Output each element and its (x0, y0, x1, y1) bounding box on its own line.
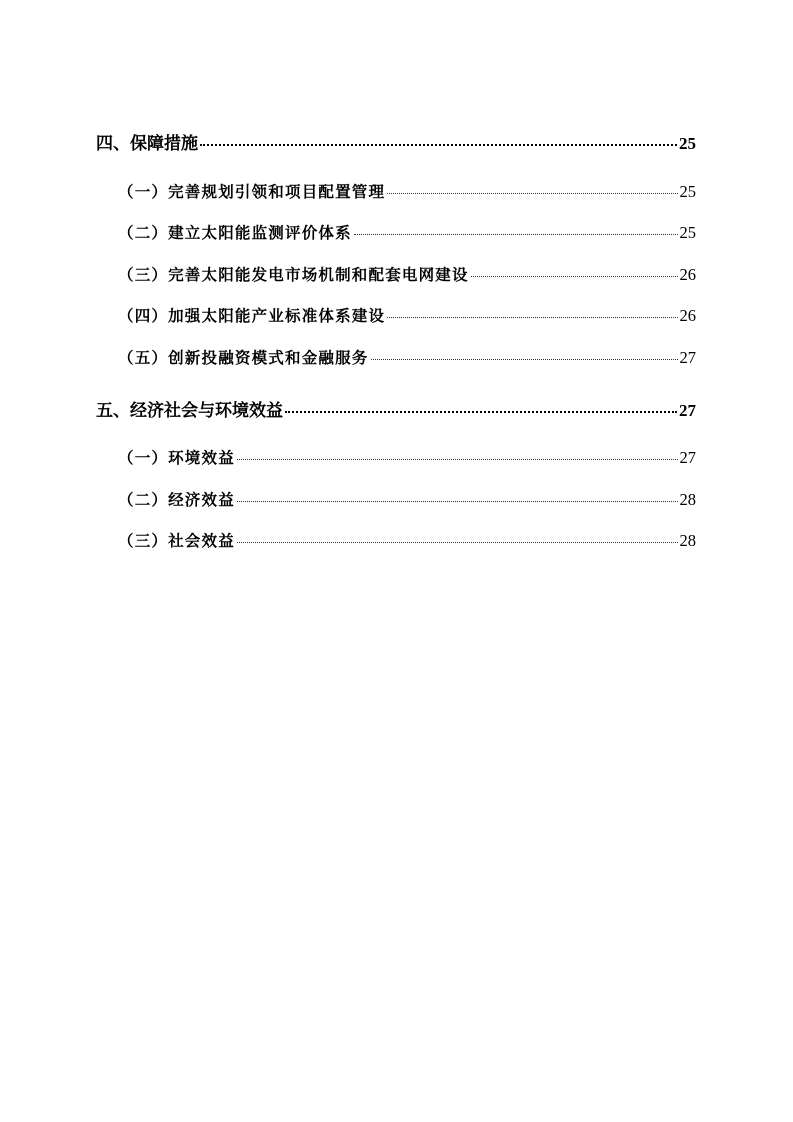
toc-entry-page-number: 25 (679, 134, 696, 153)
toc-entry-section-4-5[interactable] (118, 346, 696, 368)
dot-leader (471, 276, 678, 277)
toc-entry-section-4-2[interactable] (118, 221, 696, 243)
dot-leader (371, 359, 678, 360)
toc-entry-page-number: 28 (679, 531, 696, 550)
dot-leader (387, 317, 677, 318)
dot-leader (237, 501, 678, 502)
toc-entry-page-number: 27 (679, 348, 696, 367)
dot-leader (237, 542, 678, 543)
toc-entry-label: （四）加强太阳能产业标准体系建设 (118, 306, 386, 325)
toc-entry-label: （三）完善太阳能发电市场机制和配套电网建设 (118, 265, 469, 284)
toc-entry-page-number: 26 (679, 306, 696, 325)
toc-entry-page-number: 28 (679, 490, 696, 509)
toc-entry-section-4-4[interactable] (118, 304, 696, 326)
dot-leader (200, 144, 677, 146)
toc-entry-section-5[interactable] (96, 396, 696, 421)
dot-leader (285, 411, 677, 413)
toc-entry-page-number: 25 (679, 182, 696, 201)
toc-entry-section-4-1[interactable] (118, 180, 696, 202)
toc-entry-page-number: 27 (679, 401, 696, 420)
toc-entry-page-number: 26 (679, 265, 696, 284)
toc-entry-section-4[interactable] (96, 129, 696, 154)
toc-entry-label: （三）社会效益 (118, 531, 235, 550)
dot-leader (354, 234, 678, 235)
toc-entry-page-number: 27 (679, 448, 696, 467)
toc-entry-label: （一）完善规划引领和项目配置管理 (118, 182, 386, 201)
dot-leader (237, 459, 678, 460)
toc-entry-label: 四、保障措施 (96, 134, 198, 154)
toc-entry-section-5-1[interactable] (118, 446, 696, 468)
dot-leader (387, 193, 677, 194)
toc-entry-section-4-3[interactable] (118, 263, 696, 285)
toc-entry-page-number: 25 (679, 223, 696, 242)
toc-entry-label: （二）建立太阳能监测评价体系 (118, 223, 352, 242)
toc-entry-section-5-3[interactable] (118, 529, 696, 551)
toc-entry-label: 五、经济社会与环境效益 (96, 401, 283, 421)
toc-entry-label: （二）经济效益 (118, 490, 235, 509)
toc-entry-section-5-2[interactable] (118, 488, 696, 510)
toc-entry-label: （五）创新投融资模式和金融服务 (118, 348, 369, 367)
toc-entry-label: （一）环境效益 (118, 448, 235, 467)
